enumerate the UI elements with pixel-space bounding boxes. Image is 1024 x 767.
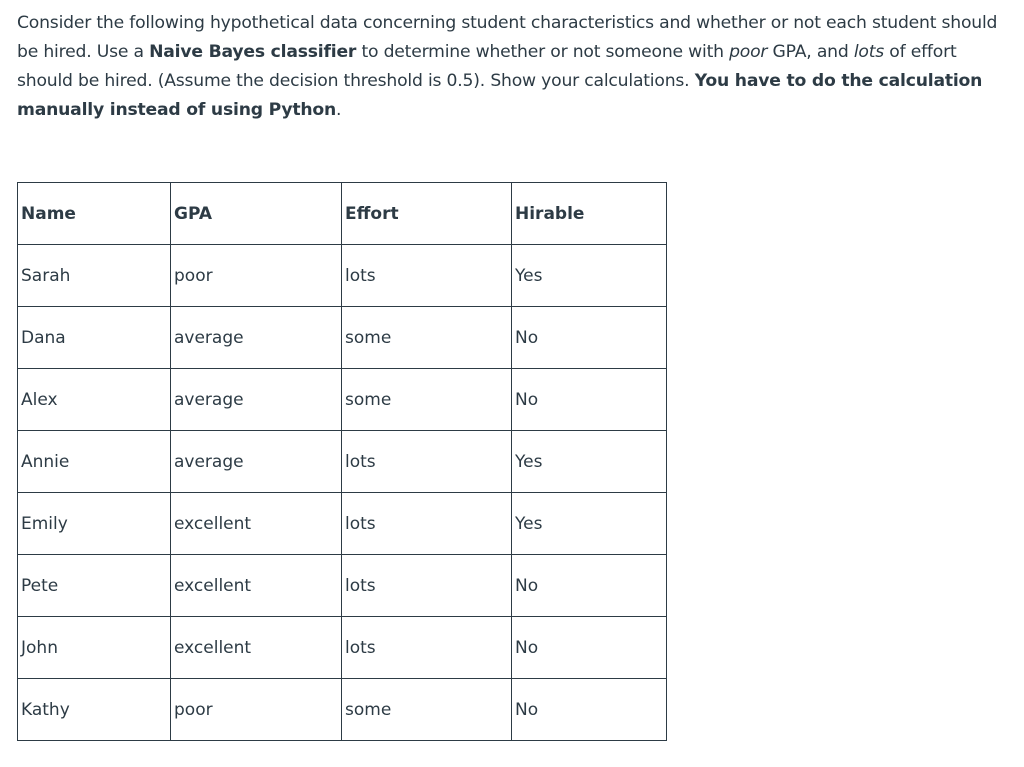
header-gpa: GPA: [171, 183, 342, 245]
table-row: [18, 245, 667, 307]
prompt-italic-poor: poor: [729, 42, 768, 62]
prompt-italic-lots: lots: [853, 42, 885, 62]
cell-effort: lots: [342, 493, 512, 555]
cell-name: Kathy: [18, 679, 171, 741]
cell-effort: some: [342, 679, 512, 741]
cell-name: Emily: [18, 493, 171, 555]
cell-gpa: average: [171, 307, 342, 369]
prompt-text-1: Consider the following hypothetical data concerning student characteristics and whether or not each student should be hired. Use a: [17, 13, 998, 62]
cell-name: John: [18, 617, 171, 679]
cell-name: Sarah: [18, 245, 171, 307]
header-name: Name: [18, 183, 171, 245]
table-header-row: [18, 183, 667, 245]
cell-gpa: poor: [171, 679, 342, 741]
student-data-table: [17, 182, 667, 741]
cell-name: Alex: [18, 369, 171, 431]
cell-effort: some: [342, 307, 512, 369]
prompt-text-2: to determine whether or not someone with: [356, 42, 730, 62]
cell-name: Annie: [18, 431, 171, 493]
cell-hirable: No: [512, 617, 667, 679]
table-row: [18, 617, 667, 679]
cell-gpa: average: [171, 431, 342, 493]
table-row: [18, 555, 667, 617]
question-prompt: [17, 9, 1017, 125]
prompt-text-3: GPA, and: [767, 42, 854, 62]
cell-hirable: No: [512, 307, 667, 369]
prompt-bold-manual: You have to do the calculation manually instead of using Python: [17, 71, 983, 120]
cell-gpa: excellent: [171, 555, 342, 617]
cell-effort: lots: [342, 555, 512, 617]
header-hirable: Hirable: [512, 183, 667, 245]
cell-effort: lots: [342, 431, 512, 493]
cell-effort: lots: [342, 617, 512, 679]
prompt-bold-naive-bayes: Naive Bayes classifier: [149, 42, 357, 62]
header-effort: Effort: [342, 183, 512, 245]
prompt-text-5: .: [336, 100, 342, 120]
cell-name: Pete: [18, 555, 171, 617]
cell-effort: some: [342, 369, 512, 431]
table-row: [18, 369, 667, 431]
cell-gpa: excellent: [171, 493, 342, 555]
table-row: [18, 679, 667, 741]
table-row: [18, 307, 667, 369]
cell-hirable: No: [512, 555, 667, 617]
cell-gpa: poor: [171, 245, 342, 307]
cell-hirable: No: [512, 679, 667, 741]
cell-effort: lots: [342, 245, 512, 307]
cell-gpa: average: [171, 369, 342, 431]
cell-name: Dana: [18, 307, 171, 369]
cell-hirable: No: [512, 369, 667, 431]
table-row: [18, 493, 667, 555]
cell-hirable: Yes: [512, 431, 667, 493]
cell-hirable: Yes: [512, 493, 667, 555]
table-row: [18, 431, 667, 493]
cell-gpa: excellent: [171, 617, 342, 679]
cell-hirable: Yes: [512, 245, 667, 307]
prompt-text-4: of effort should be hired. (Assume the decision threshold is 0.5). Show your calculations.: [17, 42, 957, 91]
